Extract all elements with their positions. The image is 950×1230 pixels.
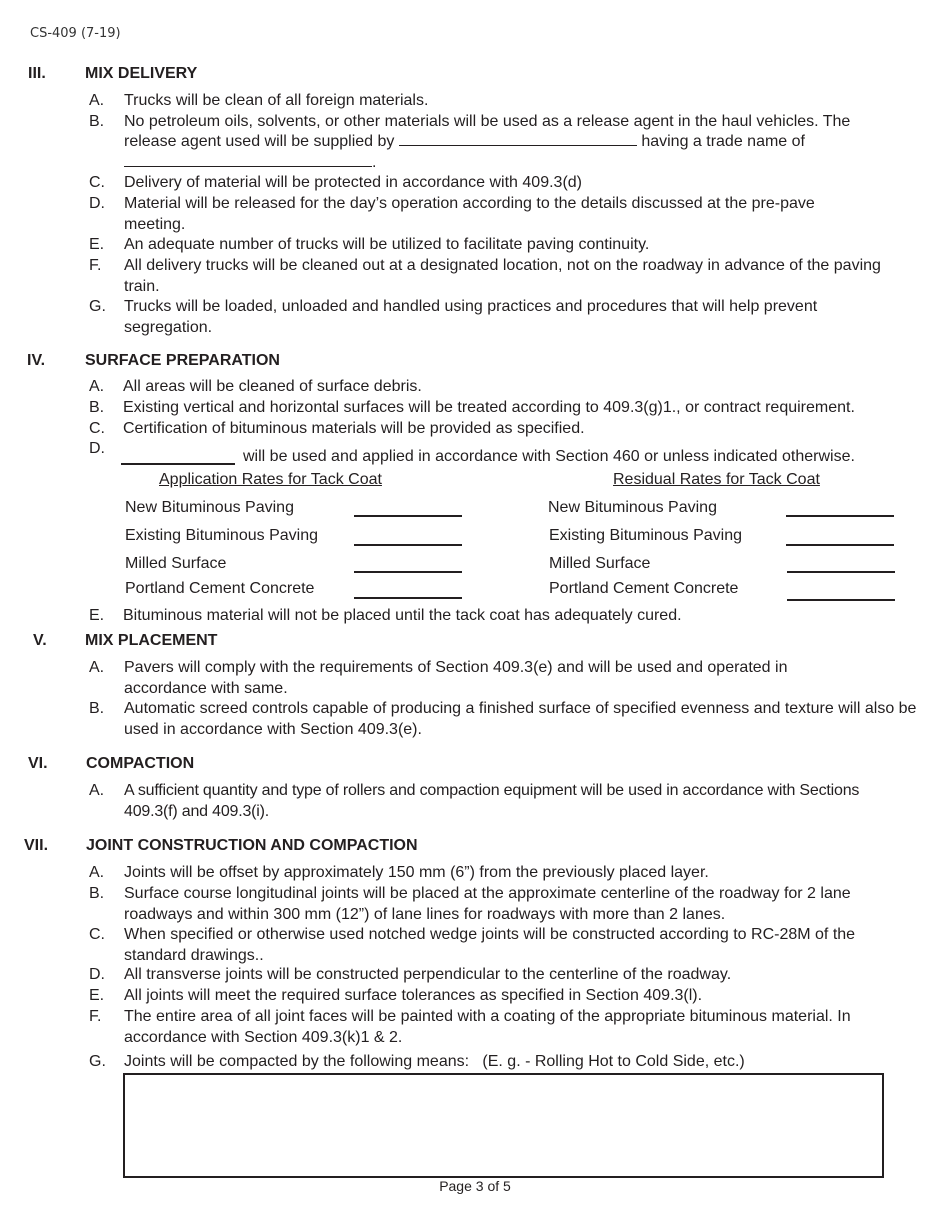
app-rate-field-new-bituminous[interactable] (354, 515, 462, 517)
item-v-b-letter: B. (89, 700, 105, 717)
item-iv-b-letter: B. (89, 399, 105, 416)
item-iii-e-text: An adequate number of trucks will be utilized to facilitate paving continuity. (124, 236, 650, 253)
item-iii-e-letter: E. (89, 236, 105, 253)
res-rate-label-new-bituminous: New Bituminous Paving (548, 499, 717, 516)
item-iii-a-letter: A. (89, 92, 105, 109)
section-vii-number: VII. (24, 837, 49, 854)
joint-compaction-means-box[interactable] (123, 1073, 884, 1178)
item-iii-c-letter: C. (89, 174, 105, 191)
res-rate-field-portland-cement[interactable] (787, 599, 895, 601)
item-v-a-letter: A. (89, 659, 105, 676)
res-rate-label-milled-surface: Milled Surface (549, 555, 651, 572)
item-iv-d-letter: D. (89, 440, 105, 457)
item-iii-f-text: All delivery trucks will be cleaned out at a designated location, not on the roadway in advance of the paving train. (124, 257, 881, 295)
res-rate-label-existing-bituminous: Existing Bituminous Paving (549, 527, 742, 544)
item-vii-g-letter: G. (89, 1053, 106, 1070)
item-iii-c-text: Delivery of material will be protected in accordance with 409.3(d) (124, 174, 582, 191)
item-vi-a-text: A sufficient quantity and type of rollers and compaction equipment will be used in accordance with Sections 409.3(f) and 409.3(i). (124, 782, 860, 820)
item-iii-f-letter: F. (89, 257, 102, 274)
res-rate-label-portland-cement: Portland Cement Concrete (549, 580, 739, 597)
residual-rates-heading: Residual Rates for Tack Coat (613, 471, 820, 488)
item-iii-b-end: . (372, 154, 377, 171)
item-iii-b-line3 (124, 152, 376, 173)
section-vi-title: COMPACTION (86, 755, 195, 772)
item-iii-d-text: Material will be released for the day’s operation according to the details discussed at the pre-pave meeting. (124, 195, 815, 233)
item-iv-b-text: Existing vertical and horizontal surfaces will be treated according to 409.3(g)1., or contract requirement. (123, 399, 855, 416)
item-vii-c-text: When specified or otherwise used notched wedge joints will be constructed according to RC-28M of the standard drawings.. (124, 926, 856, 964)
item-vi-a-letter: A. (89, 782, 105, 799)
item-iii-d-letter: D. (89, 195, 105, 212)
section-vi-number: VI. (28, 755, 48, 772)
item-v-b-text: Automatic screed controls capable of producing a finished surface of specified evenness and texture will also be used in accordance with Section 409.3(e). (124, 700, 917, 738)
section-iii-title: MIX DELIVERY (85, 65, 198, 82)
app-rate-label-existing-bituminous: Existing Bituminous Paving (125, 527, 318, 544)
item-vii-e-text: All joints will meet the required surface tolerances as specified in Section 409.3(l). (124, 987, 703, 1004)
item-vii-b-letter: B. (89, 885, 105, 902)
app-rate-field-portland-cement[interactable] (354, 597, 462, 599)
form-code: CS-409 (7-19) (30, 26, 121, 41)
item-vii-d-text: All transverse joints will be constructed perpendicular to the centerline of the roadway. (124, 966, 732, 983)
res-rate-field-new-bituminous[interactable] (786, 515, 894, 517)
item-iii-b-letter: B. (89, 113, 105, 130)
item-iv-a-text: All areas will be cleaned of surface debris. (123, 378, 422, 395)
res-rate-field-existing-bituminous[interactable] (786, 544, 894, 546)
item-vii-a-letter: A. (89, 864, 105, 881)
section-iv-title: SURFACE PREPARATION (85, 352, 280, 369)
item-vii-d-letter: D. (89, 966, 105, 983)
item-vii-f-text: The entire area of all joint faces will be painted with a coating of the appropriate bituminous material. In accordance with Section 409.3(k)1 & 2. (124, 1008, 851, 1046)
item-iii-b-line2 (124, 131, 805, 152)
item-iv-e-letter: E. (89, 607, 105, 624)
item-vii-b-text: Surface course longitudinal joints will be placed at the approximate centerline of the roadway for 2 lane roadways and within 300 mm (12”) of lane lines for roadways with more than 2 lanes. (124, 885, 851, 923)
page-number: Page 3 of 5 (439, 1178, 511, 1194)
item-iv-e-text: Bituminous material will not be placed until the tack coat has adequately cured. (123, 607, 682, 624)
item-iii-b-pre: release agent used will be supplied by (124, 133, 395, 150)
release-agent-supplier-field[interactable] (399, 131, 637, 146)
app-rate-field-existing-bituminous[interactable] (354, 544, 462, 546)
app-rate-label-milled-surface: Milled Surface (125, 555, 227, 572)
item-iii-g-letter: G. (89, 298, 106, 315)
application-rates-heading: Application Rates for Tack Coat (159, 471, 382, 488)
item-iv-d-text: will be used and applied in accordance with Section 460 or unless indicated otherwise. (243, 448, 855, 465)
item-iii-b-line1: No petroleum oils, solvents, or other materials will be used as a release agent in the haul vehicles. The (124, 113, 851, 130)
item-iv-a-letter: A. (89, 378, 105, 395)
item-iv-c-text: Certification of bituminous materials will be provided as specified. (123, 420, 585, 437)
section-v-title: MIX PLACEMENT (85, 632, 218, 649)
item-vii-a-text: Joints will be offset by approximately 150 mm (6”) from the previously placed layer. (124, 864, 709, 881)
section-iii-number: III. (28, 65, 46, 82)
item-vii-e-letter: E. (89, 987, 105, 1004)
section-v-number: V. (33, 632, 47, 649)
item-vii-f-letter: F. (89, 1008, 102, 1025)
item-iii-b-mid: having a trade name of (641, 133, 805, 150)
item-vii-g-text: Joints will be compacted by the following means: (E. g. - Rolling Hot to Cold Side, etc.) (124, 1053, 745, 1070)
tack-coat-material-field[interactable] (121, 463, 235, 465)
app-rate-field-milled-surface[interactable] (354, 571, 462, 573)
release-agent-trade-name-field[interactable] (124, 152, 372, 167)
section-iv-number: IV. (27, 352, 46, 369)
item-iii-a-text: Trucks will be clean of all foreign materials. (124, 92, 429, 109)
app-rate-label-portland-cement: Portland Cement Concrete (125, 580, 315, 597)
item-vii-c-letter: C. (89, 926, 105, 943)
item-iv-c-letter: C. (89, 420, 105, 437)
res-rate-field-milled-surface[interactable] (787, 571, 895, 573)
item-v-a-text: Pavers will comply with the requirements of Section 409.3(e) and will be used and operated in accordance with same. (124, 659, 788, 697)
app-rate-label-new-bituminous: New Bituminous Paving (125, 499, 294, 516)
section-vii-title: JOINT CONSTRUCTION AND COMPACTION (86, 837, 418, 854)
item-iii-g-text: Trucks will be loaded, unloaded and handled using practices and procedures that will help prevent segregation. (124, 298, 818, 336)
